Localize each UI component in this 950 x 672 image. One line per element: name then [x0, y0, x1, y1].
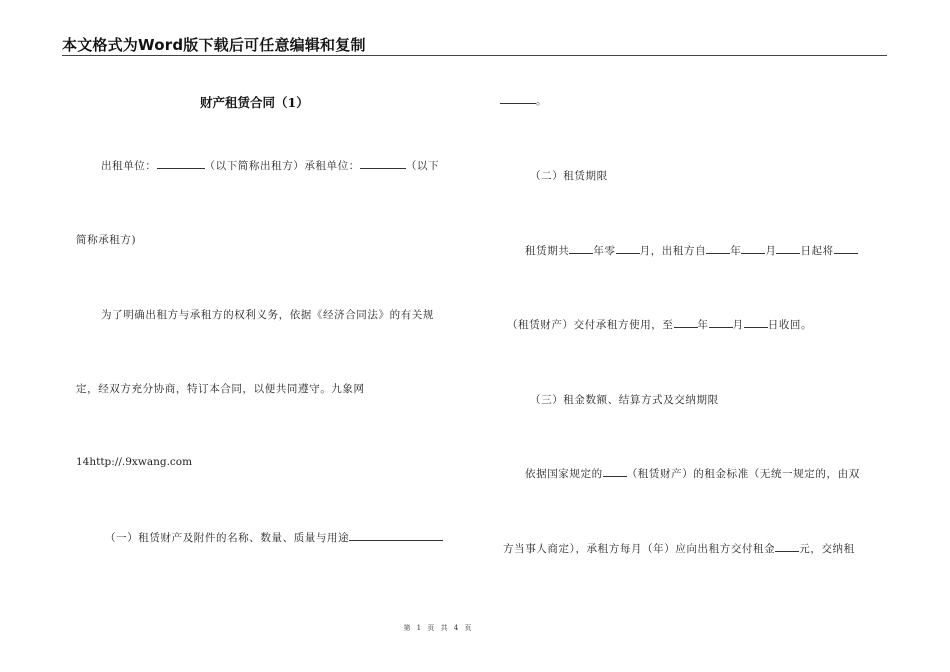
- section-one-heading: [105, 530, 443, 545]
- lessee-blank: [360, 158, 406, 169]
- parties-line: [101, 158, 439, 173]
- end-year-label: 年: [697, 319, 709, 331]
- page-footer: [0, 623, 875, 633]
- current-page-number: 1: [416, 624, 422, 632]
- rent-standard-blank: [603, 466, 627, 477]
- lessor-label: 出租单位：: [101, 160, 157, 172]
- handover-text: （租赁财产）交付承租方使用，至: [507, 319, 674, 331]
- document-title: 财产租赁合同（1）: [200, 95, 309, 110]
- continued-blank: [500, 93, 536, 104]
- lease-term-line-1: [525, 243, 858, 258]
- footer-suffix: 页: [464, 624, 472, 632]
- section-one-blank: [349, 530, 443, 541]
- total-page-number: 4: [453, 624, 459, 632]
- rent-amount-blank: [775, 541, 799, 552]
- lessor-blank: [157, 158, 205, 169]
- purpose-line-2: 定，经双方充分协商，特订本合同，以便共同遵守。九象网: [76, 383, 365, 395]
- section-three-heading: （三）租金数额、结算方式及交纳期限: [530, 394, 719, 406]
- section-one-text: （一）租赁财产及附件的名称、数量、质量与用途: [105, 532, 350, 544]
- lessee-abbrev-end: 简称承租方): [76, 234, 137, 246]
- rent-standard-label: 依据国家规定的: [525, 468, 603, 480]
- start-year-label: 年: [730, 245, 742, 257]
- lessee-abbrev-start: （以下: [405, 160, 440, 172]
- months-blank: [616, 243, 640, 254]
- start-day-blank: [776, 243, 800, 254]
- property-blank: [834, 243, 858, 254]
- purpose-line-1: 为了明确出租方与承租方的权利义务，依据《经济合同法》的有关规: [101, 309, 434, 321]
- rent-line-2: [503, 541, 855, 556]
- end-day-blank: [744, 317, 768, 328]
- rent-payment-text: 方当事人商定），承租方每月（年）应向出租方交付租金: [503, 543, 776, 555]
- end-month-label: 月: [732, 319, 744, 331]
- start-month-blank: [741, 243, 765, 254]
- source-url: 14http://.9xwang.com: [76, 456, 193, 468]
- section-two-heading: （二）租赁期限: [530, 170, 608, 182]
- continued-period: 。: [536, 95, 548, 107]
- return-label: 日收回。: [767, 319, 813, 331]
- page-header-title: 本文格式为Word版下载后可任意编辑和复制: [62, 36, 366, 54]
- rent-line-1: [525, 466, 860, 481]
- years-blank: [569, 243, 593, 254]
- start-day-label: 日起将: [800, 245, 834, 257]
- footer-total-word: 共: [440, 624, 448, 632]
- lease-term-line-2: [507, 317, 812, 332]
- years-label: 年零: [593, 245, 616, 257]
- end-month-blank: [709, 317, 733, 328]
- continued-blank-line: [500, 93, 547, 108]
- footer-page-word: 页: [427, 624, 435, 632]
- start-label: 月，出租方自: [639, 245, 707, 257]
- start-year-blank: [706, 243, 730, 254]
- start-month-label: 月: [765, 245, 777, 257]
- lessor-abbrev-text: （以下简称出租方）承租单位：: [204, 160, 360, 172]
- header-divider: [62, 55, 887, 56]
- rent-payment-end: 元，交纳租: [799, 543, 855, 555]
- rent-standard-text: （租赁财产）的租金标准（无统一规定的，由双: [626, 468, 860, 480]
- lease-term-label: 租赁期共: [525, 245, 570, 257]
- end-year-blank: [674, 317, 698, 328]
- footer-prefix: 第: [403, 624, 411, 632]
